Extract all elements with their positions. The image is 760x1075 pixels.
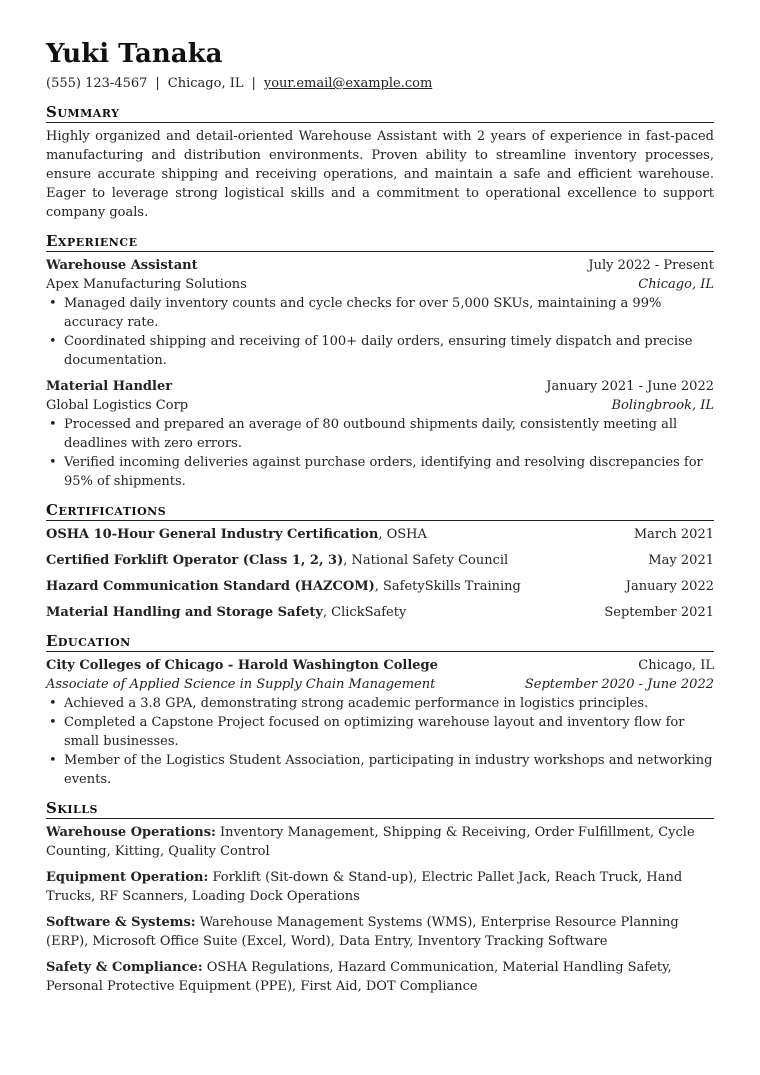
bullet-item: • Verified incoming deliveries against purchase orders, identifying and resolving discrepancies for 95% of shipments. [46,453,714,491]
degree: Associate of Applied Science in Supply Chain Management [46,677,436,692]
job-role: Warehouse Assistant [46,258,198,273]
skills-section [46,799,714,996]
section-title-certifications: Certifications [46,501,714,521]
job-location: Bolingbrook, IL [611,398,714,413]
cert-name: Hazard Communication Standard (HAZCOM) [46,579,375,594]
cert-name: Certified Forklift Operator (Class 1, 2, 3) [46,553,344,568]
bullet-item: • Processed and prepared an average of 80 outbound shipments daily, consistently meeting all deadlines with zero errors. [46,415,714,453]
skill-line [46,958,714,996]
skill-list: Forklift (Sit-down & Stand-up), Electric Pallet Jack, Reach Truck, Hand Trucks, RF Scanners, Loading Dock Operations [46,870,683,904]
job-header [46,377,714,396]
job-company: Apex Manufacturing Solutions [46,277,247,292]
education-bullets [46,694,714,789]
job-dates: July 2022 - Present [588,258,714,273]
job-dates: January 2021 - June 2022 [546,379,714,394]
job-subheader [46,275,714,294]
cert-issuer: OSHA [386,527,427,542]
job-bullets [46,415,714,491]
experience-section [46,232,714,491]
summary-text: Highly organized and detail-oriented Warehouse Assistant with 2 years of experience in fast-paced manufacturing and distribution environments. Proven ability to streamline inventory processes, ensure accurate shipping and receiving operations, and maintain a safe and efficient warehouse. Eager to leverage strong logistical skills and a commitment to operational excellence to support company goals. [46,129,714,220]
contact-line [46,75,714,93]
cert-issuer: ClickSafety [331,605,407,620]
location: Chicago, IL [167,76,244,91]
section-title-education: Education [46,632,714,652]
cert-name: Material Handling and Storage Safety [46,605,323,620]
job-entry [46,256,714,370]
skill-list: OSHA Regulations, Hazard Communication, Material Handling Safety, Personal Protective Equipment (PPE), First Aid, DOT Compliance [46,960,672,994]
education-section [46,632,714,789]
skill-line [46,913,714,951]
education-header [46,656,714,675]
job-header [46,256,714,275]
skill-list: Inventory Management, Shipping & Receiving, Order Fulfillment, Cycle Counting, Kitting, Quality Control [46,825,695,859]
job-company: Global Logistics Corp [46,398,189,413]
section-title-skills: Skills [46,799,714,819]
bullet-item: • Coordinated shipping and receiving of 100+ daily orders, ensuring timely dispatch and precise documentation. [46,332,714,370]
skill-line [46,823,714,861]
cert-date: March 2021 [633,527,714,542]
section-title-experience: Experience [46,232,714,252]
education-subheader [46,675,714,694]
skill-line [46,868,714,906]
bullet-item: • Member of the Logistics Student Association, participating in industry workshops and networking events. [46,751,714,789]
bullet-item: • Completed a Capstone Project focused on optimizing warehouse layout and inventory flow for small businesses. [46,713,714,751]
cert-date: January 2022 [625,579,714,594]
certification-row: Material Handling and Storage Safety, ClickSafety September 2021 [46,605,714,620]
section-title-summary: Summary [46,103,714,123]
email-link[interactable]: your.email@example.com [263,76,433,91]
job-subheader [46,396,714,415]
school-location: Chicago, IL [638,658,714,673]
job-role: Material Handler [46,379,173,394]
resume-page [46,38,714,1006]
bullet-item: • Achieved a 3.8 GPA, demonstrating strong academic performance in logistics principles. [46,694,714,713]
certifications-section [46,501,714,622]
skill-category: Equipment Operation: [46,870,209,885]
job-entry [46,377,714,491]
bullet-item: • Managed daily inventory counts and cycle checks for over 5,000 SKUs, maintaining a 99% accuracy rate. [46,294,714,332]
education-dates: September 2020 - June 2022 [524,677,714,692]
skill-list: Warehouse Management Systems (WMS), Enterprise Resource Planning (ERP), Microsoft Office Suite (Excel, Word), Data Entry, Inventory Tracking Software [46,915,679,949]
job-bullets [46,294,714,370]
contact-separator: | [251,76,256,91]
summary-section [46,103,714,222]
skill-category: Software & Systems: [46,915,196,930]
certification-row: Certified Forklift Operator (Class 1, 2, 3), National Safety Council May 2021 [46,553,714,568]
cert-name: OSHA 10-Hour General Industry Certification [46,527,379,542]
cert-date: May 2021 [648,553,714,568]
job-location: Chicago, IL [638,277,714,292]
cert-date: September 2021 [604,605,714,620]
cert-issuer: SafetySkills Training [383,579,521,594]
certification-row: Hazard Communication Standard (HAZCOM), SafetySkills Training January 2022 [46,579,714,594]
school-name: City Colleges of Chicago - Harold Washington College [46,658,438,673]
candidate-name: Yuki Tanaka [46,39,223,69]
phone-number: (555) 123-4567 [46,76,148,91]
skill-category: Safety & Compliance: [46,960,203,975]
certification-row: OSHA 10-Hour General Industry Certification, OSHA March 2021 [46,527,714,542]
cert-issuer: National Safety Council [351,553,509,568]
skill-category: Warehouse Operations: [46,825,216,840]
contact-separator: | [155,76,160,91]
